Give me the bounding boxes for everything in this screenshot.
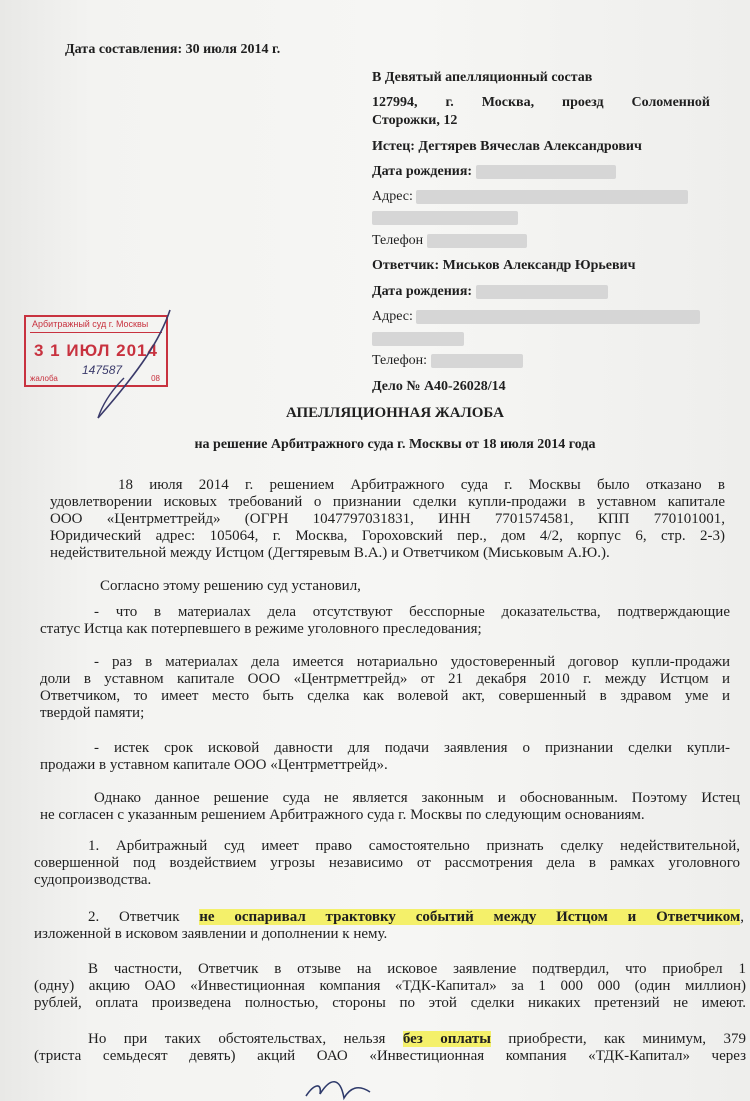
paragraph-6: [40, 790, 740, 824]
text-line: судопроизводства.: [34, 872, 152, 888]
defendant-birth-label: Дата рождения:: [372, 284, 473, 299]
text-line: Однако данное решение суда не является законным и обоснованным. Поэтому Истец: [94, 790, 740, 806]
stamp-handwritten-number: 147587: [82, 363, 123, 377]
text-line: изложенной в исковом заявлении и дополнении к нему.: [34, 926, 388, 942]
text-line: продажи в уставном капитале ООО «Центрметтрейд».: [40, 757, 388, 773]
signature-icon: [300, 1072, 380, 1101]
text-line: твердой памяти;: [40, 705, 145, 721]
redacted-field: [427, 234, 527, 248]
text-line: доли в уставном капитале ООО «Центрметтрейд» от 21 декабря 2010 г. между Истцом и: [40, 671, 730, 687]
defendant-phone-label: Телефон:: [372, 353, 428, 368]
text-span: приобрести, как минимум, 379: [490, 1031, 746, 1047]
text-span: 2. Ответчик: [88, 909, 200, 925]
redacted-field: [416, 310, 700, 324]
paragraph-8: [34, 909, 744, 943]
document-subtitle: на решение Арбитражного суда г. Москвы от 18 июля 2014 года: [194, 437, 596, 452]
text-line: недействительной между Истцом (Дегтяревым В.А.) и Ответчиком (Миськовым А.Ю.).: [50, 545, 610, 561]
text-line: удовлетворении исковых требований о признании сделки купли-продажи в уставном капитале: [50, 494, 725, 510]
text-line: статус Истца как потерпевшего в режиме уголовного преследования;: [40, 621, 482, 637]
court-name: В Девятый апелляционный состав: [372, 70, 593, 85]
text-line: Юридический адрес: 105064, г. Москва, Гороховский пер., дом 4/2, корпус 6, стр. 2-3): [50, 528, 725, 544]
text-line: не согласен с указанным решением Арбитражного суда г. Москвы по следующим основаниям.: [40, 807, 645, 823]
stamp-number: 08: [151, 374, 160, 383]
redacted-field: [476, 165, 616, 179]
paragraph-7: [34, 838, 740, 889]
paragraph-4: [40, 654, 730, 722]
text-line: [34, 909, 744, 926]
document-title: АПЕЛЛЯЦИОННАЯ ЖАЛОБА: [286, 405, 504, 421]
plaintiff-birth-label: Дата рождения:: [372, 164, 473, 179]
text-line: - что в материалах дела отсутствуют бесспорные доказательства, подтверждающие: [94, 604, 730, 620]
stamp-date: 3 1 ИЮЛ 2014: [34, 341, 158, 360]
text-line: совершенной под воздействием угрозы независимо от рассмотрения дела в рамках уголовного: [34, 855, 740, 871]
defendant-name: Ответчик: Миськов Александр Юрьевич: [372, 258, 636, 273]
redacted-field: [476, 285, 608, 299]
text-line: - раз в материалах дела имеется нотариально удостоверенный договор купли-продажи: [94, 654, 730, 670]
redacted-field: [372, 211, 518, 225]
court-address-line2: Сторожки, 12: [372, 113, 458, 128]
paragraph-5: [40, 740, 730, 774]
paragraph-9: [34, 961, 746, 1012]
case-number: Дело № А40-26028/14: [372, 379, 506, 394]
text-span: Но при таких обстоятельствах, нельзя: [88, 1031, 403, 1047]
text-line: (одну) акцию ОАО «Инвестиционная компания «ТДК-Капитал» за 1 000 000 (один миллион): [34, 978, 746, 994]
text-span: ,: [740, 909, 744, 925]
defendant-address-label: Адрес:: [372, 309, 413, 324]
plaintiff-name: Истец: Дегтярев Вячеслав Александрович: [372, 139, 642, 154]
text-line: рублей, оплата произведена полностью, стороны по этой сделки никаких претензий не имеют.: [34, 995, 746, 1011]
highlighted-text: без оплаты: [402, 1031, 491, 1047]
stamp-court: Арбитражный суд г. Москвы: [32, 319, 149, 329]
plaintiff-phone-label: Телефон: [372, 233, 424, 248]
text-line: [34, 1031, 746, 1048]
text-line: 18 июля 2014 г. решением Арбитражного суда г. Москвы было отказано в: [118, 477, 725, 493]
paragraph-1: [50, 477, 725, 562]
paragraph-2: Согласно этому решению суд установил,: [100, 578, 361, 594]
text-line: (триста семьдесят девять) акций ОАО «Инвестиционная компания «ТДК-Капитал» через: [34, 1048, 746, 1064]
text-line: В частности, Ответчик в отзыве на исковое заявление подтвердил, что приобрел 1: [88, 961, 746, 977]
stamp-label: жалоба: [30, 374, 58, 383]
redacted-field: [372, 332, 464, 346]
text-line: 1. Арбитражный суд имеет право самостоятельно признать сделку недействительной,: [88, 838, 740, 854]
paragraph-10: [34, 1031, 746, 1065]
redacted-field: [416, 190, 688, 204]
plaintiff-address-label: Адрес:: [372, 189, 413, 204]
redacted-field: [431, 354, 523, 368]
highlighted-text: не оспаривал трактовку событий между Истцом и Ответчиком: [199, 909, 741, 925]
date-line: Дата составления: 30 июля 2014 г.: [65, 42, 281, 57]
paragraph-3: [40, 604, 730, 638]
text-line: - истек срок исковой давности для подачи заявления о признании сделки купли-: [94, 740, 730, 756]
court-address-line1: 127994, г. Москва, проезд Соломенной: [372, 95, 710, 110]
text-line: ООО «Центрметтрейд» (ОГРН 1047797031831, ИНН 7701574581, КПП 770101001,: [50, 511, 725, 527]
text-line: Ответчиком, то имеет место быть сделка как волевой акт, совершенный в здравом уме и: [40, 688, 730, 704]
